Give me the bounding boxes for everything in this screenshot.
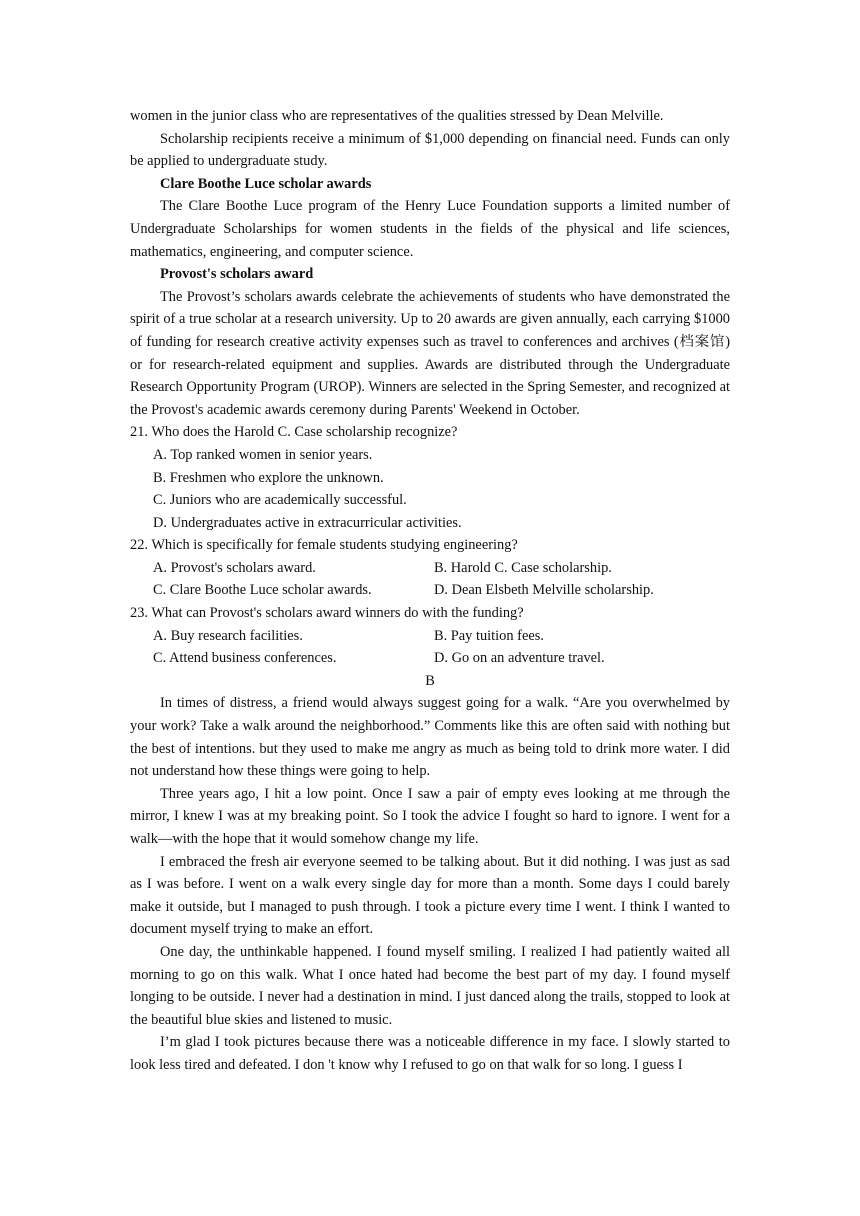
paragraph-melville-tail: women in the junior class who are representatives of the qualities stressed by Dean Melville. xyxy=(130,108,664,124)
section-label-b: B xyxy=(425,672,435,689)
heading-luce: Clare Boothe Luce scholar awards xyxy=(160,175,372,192)
question-23-options-cd xyxy=(130,647,730,670)
question-23-option-b: B. Pay tuition fees. xyxy=(434,627,544,644)
question-22-options-cd xyxy=(130,579,730,602)
paragraph-b-5: I’m glad I took pictures because there was a noticeable difference in my face. I slowly started to look less tired and defeated. I don 't know why I refused to go on that walk for so long. I guess I xyxy=(130,1034,730,1073)
paragraph-provost: The Provost’s scholars awards celebrate the achievements of students who have demonstrated the spirit of a true scholar at a research university. Up to 20 awards are given annually, each carrying $1000 of funding for research creative activity expenses such as travel to conferences and archives (档案馆) or for research-related equipment and supplies. Awards are distributed through the Undergraduate Research Opportunity Program (UROP). Winners are selected in the Spring Semester, and recognized at the Provost's academic awards ceremony during Parents' Weekend in October. xyxy=(130,288,731,418)
question-21-option-d: D. Undergraduates active in extracurricular activities. xyxy=(153,514,462,531)
question-23-option-c: C. Attend business conferences. xyxy=(153,650,337,667)
heading-provost: Provost's scholars award xyxy=(160,266,314,283)
paragraph-b-3: I embraced the fresh air everyone seemed to be talking about. But it did nothing. I was just as sad as I was before. I went on a walk every single day for more than a month. Some days I could barely make it outside, but I managed to push through. I took a picture every time I went. I think I wanted to document myself trying to make an effort. xyxy=(130,853,730,938)
question-23-option-d: D. Go on an adventure travel. xyxy=(434,650,605,667)
paragraph-b-2: Three years ago, I hit a low point. Once I saw a pair of empty eves looking at me through the mirror, I knew I was at my breaking point. So I took the advice I fought so hard to ignore. I went for a walk—with the hope that it would somehow change my life. xyxy=(130,785,730,847)
question-21-option-a: A. Top ranked women in senior years. xyxy=(153,446,373,463)
paragraph-recipients: Scholarship recipients receive a minimum of $1,000 depending on financial need. Funds can only be applied to undergraduate study. xyxy=(130,130,730,170)
question-22-option-b: B. Harold C. Case scholarship. xyxy=(434,559,612,576)
question-22-option-c: C. Clare Boothe Luce scholar awards. xyxy=(153,582,372,599)
question-21-option-c: C. Juniors who are academically successful. xyxy=(153,492,407,509)
paragraph-b-1: In times of distress, a friend would always suggest going for a walk. “Are you overwhelmed by your work? Take a walk around the neighborhood.” Comments like this are often said with nothing but the best of intentions. but they used to make me angry as much as being told to drink more water. I did not understand how these things were going to help. xyxy=(130,695,730,780)
paragraph-b-4: One day, the unthinkable happened. I found myself smiling. I realized I had patiently waited all morning to go on this walk. What I once hated had become the best part of my day. I found myself longing to be outside. I never had a destination in mind. I just danced along the trails, stopped to look at the beautiful blue skies and listened to music. xyxy=(130,943,730,1028)
paragraph-luce: The Clare Boothe Luce program of the Henry Luce Foundation supports a limited number of Undergraduate Scholarships for women students in the fields of the physical and life sciences, mathematics, engineering, and computer science. xyxy=(130,198,730,260)
question-22-options-ab xyxy=(130,557,730,580)
exam-page xyxy=(130,105,730,1077)
question-23-option-a: A. Buy research facilities. xyxy=(153,627,303,644)
question-22-option-d: D. Dean Elsbeth Melville scholarship. xyxy=(434,582,654,599)
question-22-option-a: A. Provost's scholars award. xyxy=(153,559,316,576)
question-21-stem: 21. Who does the Harold C. Case scholarship recognize? xyxy=(130,424,458,441)
question-23-stem: 23. What can Provost's scholars award winners do with the funding? xyxy=(130,605,524,622)
question-22-stem: 22. Which is specifically for female students studying engineering? xyxy=(130,537,518,554)
question-23-options-ab xyxy=(130,625,730,648)
question-21-option-b: B. Freshmen who explore the unknown. xyxy=(153,469,384,486)
